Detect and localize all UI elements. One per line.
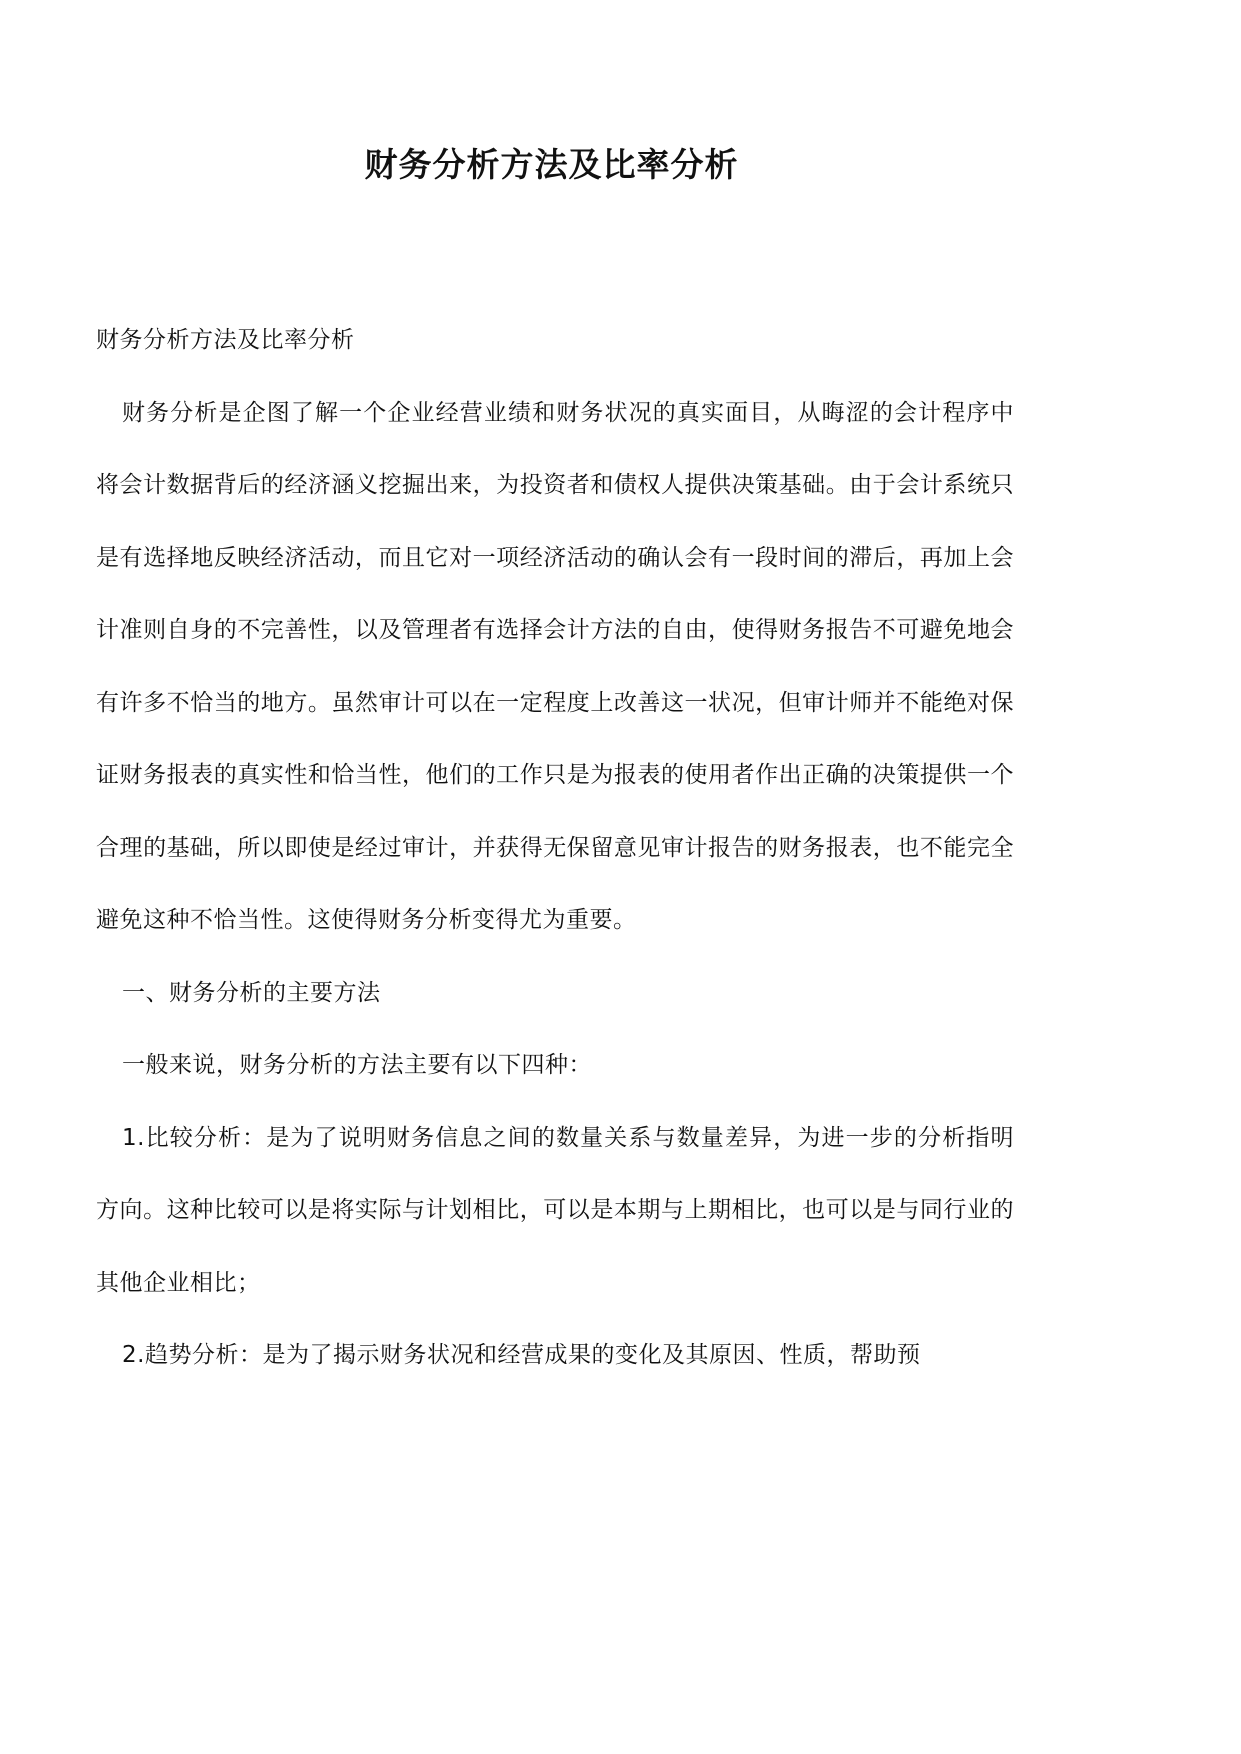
trend-analysis-paragraph: 2.趋势分析：是为了揭示财务状况和经营成果的变化及其原因、性质，帮助预 (122, 1342, 921, 1368)
subtitle-paragraph: 财务分析方法及比率分析 (96, 327, 355, 353)
methods-intro-paragraph: 一般来说，财务分析的方法主要有以下四种： (122, 1052, 592, 1078)
comparison-analysis-paragraph: 1.比较分析：是为了说明财务信息之间的数量关系与数量差异，为进一步的分析指明方向。这种比较可以是将实际与计划相比，可以是本期与上期相比，也可以是与同行业的其他企业相比； (96, 1124, 1014, 1296)
intro-paragraph: 财务分析是企图了解一个企业经营业绩和财务状况的真实面目，从晦涩的会计程序中将会计数据背后的经济涵义挖掘出来，为投资者和债权人提供决策基础。由于会计系统只是有选择地反映经济活动，而且它对一项经济活动的确认会有一段时间的滞后，再加上会计准则自身的不完善性，以及管理者有选择会计方法的自由，使得财务报告不可避免地会有许多不恰当的地方。虽然审计可以在一定程度上改善这一状况，但审计师并不能绝对保证财务报表的真实性和恰当性，他们的工作只是为报表的使用者作出正确的决策提供一个合理的基础，所以即使是经过审计，并获得无保留意见审计报告的财务报表，也不能完全避免这种不恰当性。这使得财务分析变得尤为重要。 (96, 399, 1014, 933)
section-heading: 一、财务分析的主要方法 (122, 979, 381, 1006)
document-body (96, 304, 1014, 1392)
document-title: 财务分析方法及比率分析 (364, 145, 739, 184)
